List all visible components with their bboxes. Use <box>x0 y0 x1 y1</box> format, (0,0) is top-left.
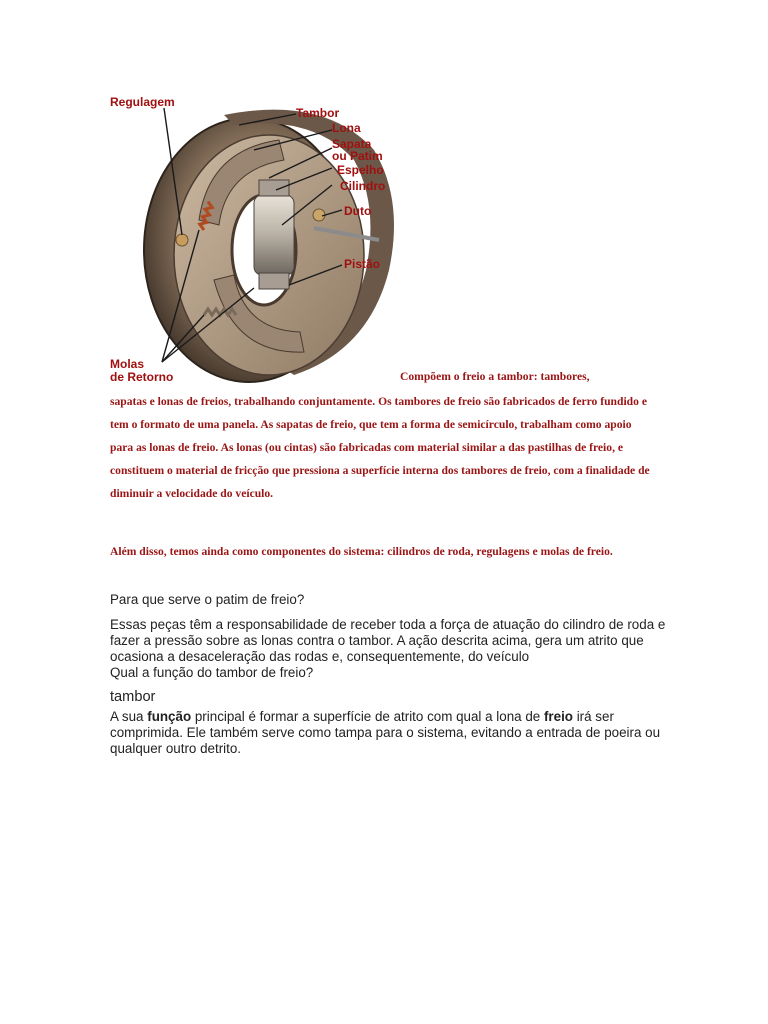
label-tambor: Tambor <box>296 106 340 120</box>
drum-brake-figure <box>104 90 404 385</box>
drum-brake-illustration <box>104 90 404 385</box>
answer-patim <box>110 617 670 681</box>
label-cilindro: Cilindro <box>340 179 386 193</box>
answer-tambor <box>110 709 670 757</box>
label-lona: Lona <box>332 121 361 135</box>
label-molas-1: Molas <box>110 357 145 371</box>
answer-tambor-part-3: irá ser comprimida. Ele também serve como tampa para o sistema, evitando a entrada de poeira ou qualquer outro detrito. <box>110 709 661 756</box>
answer-patim-text: Essas peças têm a responsabilidade de receber toda a força de atuação do cilindro de roda e fazer a pressão sobre as lonas contra o tambor. A ação descrita acima, gera um atrito que ocasiona a desaceleração das rodas e, consequentemente, do veículo <box>110 617 666 664</box>
wheel-cylinder <box>254 195 294 275</box>
label-sapata-2: ou Patim <box>332 149 383 163</box>
question-patim: Para que serve o patim de freio? <box>110 592 305 607</box>
answer-tambor-bold-freio: freio <box>543 709 573 724</box>
components-paragraph: Além disso, temos ainda como componentes do sistema: cilindros de roda, regulagens e molas de freio. <box>110 545 613 558</box>
label-sapata-1: Sapata <box>332 137 372 151</box>
label-pistao: Pistão <box>344 257 381 271</box>
label-molas-2: de Retorno <box>110 370 174 384</box>
tambor-heading: tambor <box>110 689 156 705</box>
answer-tambor-part-1: A sua <box>110 709 148 724</box>
intro-paragraph: sapatas e lonas de freios, trabalhando conjuntamente. Os tambores de freio são fabricados de ferro fundido e tem o formato de uma panela. As sapatas de freio, que tem a forma de semicírculo, trabalham como apoio para as lonas de freio. As lonas (ou cintas) são fabricadas com material similar a das pastilhas de freio, e constituem o material de fricção que pressiona a superfície interna dos tambores de freio, com a finalidade de diminuir a velocidade do veículo. <box>110 395 650 500</box>
piston-top <box>259 180 289 196</box>
label-duto: Duto <box>344 204 372 218</box>
label-espelho: Espelho <box>337 163 384 177</box>
adjuster <box>176 234 188 246</box>
intro-lead: Compõem o freio a tambor: tambores, <box>400 370 590 383</box>
piston-bottom <box>259 273 289 289</box>
label-regulagem: Regulagem <box>110 95 175 109</box>
answer-tambor-part-2: principal é formar a superfície de atrito com qual a lona de <box>191 709 544 724</box>
question-tambor: Qual a função do tambor de freio? <box>110 665 314 680</box>
answer-tambor-bold-funcao: função <box>147 709 192 724</box>
